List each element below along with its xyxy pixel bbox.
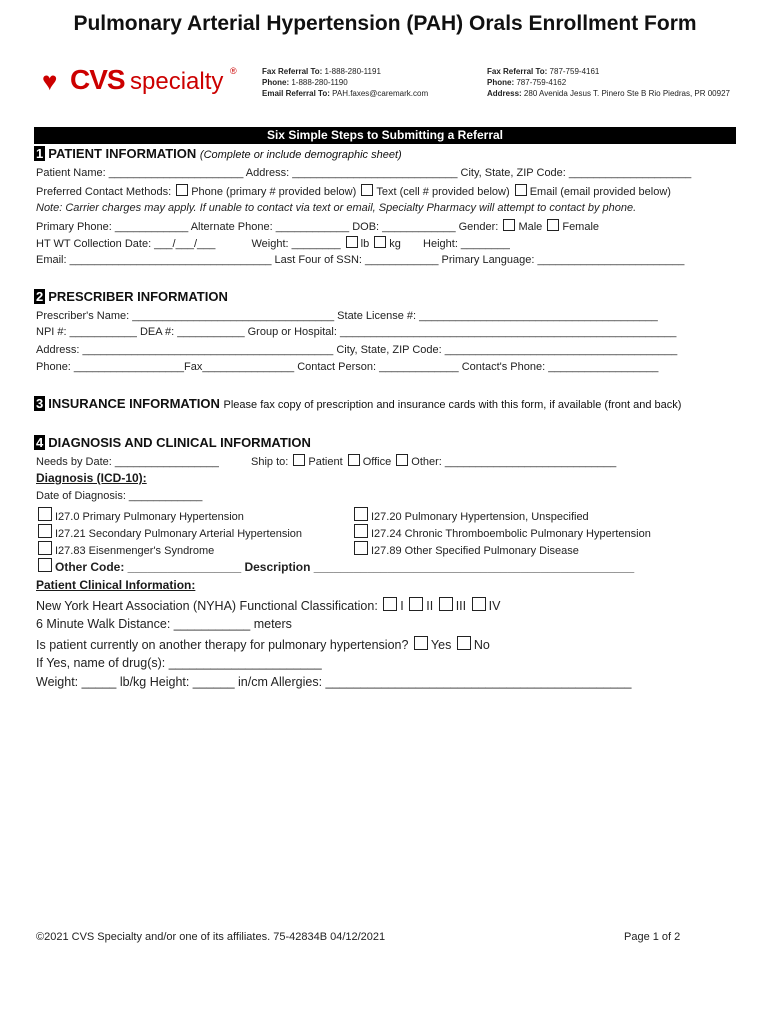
prescriber-phone-row[interactable]: Phone: __________________Fax_______________ Contact Person: _____________ Contact's Phone: __________________ (36, 361, 659, 373)
section-title: DIAGNOSIS AND CLINICAL INFORMATION (48, 435, 311, 450)
section-number: 3 (36, 396, 44, 411)
email-ssn-language-row[interactable]: Email: _________________________________ Last Four of SSN: ____________ Primary Language: ________________________ (36, 254, 685, 266)
icd-code-right-2 (352, 541, 579, 557)
nyha-label: New York Heart Association (NYHA) Functional Classification: (36, 599, 378, 613)
nyha-ii-checkbox[interactable] (409, 597, 423, 611)
ship-to-label: Ship to: (251, 456, 289, 468)
icd-checkbox[interactable] (354, 524, 368, 538)
preferred-contact-row (36, 184, 671, 198)
email-value: PAH.faxes@caremark.com (332, 89, 429, 98)
patient-name-address-row[interactable]: Patient Name: ______________________ Address: ___________________________ City, State, ZIP Code: ____________________ (36, 167, 692, 179)
address-label: Address: (487, 89, 522, 98)
logo-brand: CVS (70, 64, 125, 95)
other-code-field[interactable]: Other Code: _________________ Description ________________________________________________ (55, 560, 635, 574)
diagnosis-heading: Diagnosis (ICD-10): (36, 471, 147, 485)
form-title: Pulmonary Arterial Hypertension (PAH) Orals Enrollment Form (73, 12, 697, 35)
other-therapy-row (36, 636, 490, 652)
section-number: 2 (36, 289, 44, 304)
section-3-heading (34, 396, 681, 411)
kg-label: kg (389, 238, 401, 250)
text-checkbox[interactable] (361, 184, 373, 196)
date-of-diagnosis-field[interactable]: Date of Diagnosis: ____________ (36, 490, 203, 502)
address-value: 280 Avenida Jesus T. Pinero Ste B Rio Piedras, PR 00927 (523, 89, 730, 98)
other-code-checkbox[interactable] (38, 558, 52, 572)
prescriber-address-row[interactable]: Address: _________________________________________ City, State, ZIP Code: ______________________________________ (36, 344, 678, 356)
logo-sub: specialty (130, 68, 224, 95)
fax-value: 1-888-280-1191 (324, 67, 381, 76)
icd-checkbox[interactable] (354, 541, 368, 555)
npi-dea-row[interactable]: NPI #: ___________ DEA #: ___________ Group or Hospital: _______________________________________________________ (36, 326, 677, 338)
icd-code-right-1 (352, 524, 651, 540)
lb-checkbox[interactable] (346, 236, 358, 248)
cvs-specialty-logo (42, 64, 242, 104)
icd-checkbox[interactable] (38, 507, 52, 521)
preferred-contact-label: Preferred Contact Methods: (36, 186, 172, 198)
icd-label: I27.89 Other Specified Pulmonary Disease (371, 545, 579, 557)
contact-block-left (262, 66, 428, 99)
ship-patient-label: Patient (308, 456, 343, 468)
male-label: Male (518, 221, 543, 233)
phone-dob-fields[interactable]: Primary Phone: ____________ Alternate Phone: ____________ DOB: ____________ Gender: (36, 221, 499, 233)
section-number: 4 (36, 435, 44, 450)
ship-patient-checkbox[interactable] (293, 454, 305, 466)
nyha-row (36, 597, 500, 613)
phone-checkbox[interactable] (176, 184, 188, 196)
section-title: PRESCRIBER INFORMATION (48, 289, 228, 304)
ship-office-label: Office (362, 456, 392, 468)
icd-label: I27.83 Eisenmenger's Syndrome (55, 545, 215, 557)
male-checkbox[interactable] (503, 219, 515, 231)
kg-checkbox[interactable] (374, 236, 386, 248)
fax-label: Fax Referral To: (487, 67, 548, 76)
prescriber-name-row[interactable]: Prescriber's Name: _________________________________ State License #: _______________________________________ (36, 310, 658, 322)
nyha-i-checkbox[interactable] (383, 597, 397, 611)
section-note: (Complete or include demographic sheet) (199, 149, 402, 161)
icd-code-left-0 (36, 507, 244, 523)
text-option-label: Text (cell # provided below) (376, 186, 510, 198)
phone-label: Phone: (487, 78, 515, 87)
yes-checkbox[interactable] (414, 636, 428, 650)
nyha-iv-label: IV (488, 599, 501, 613)
drug-names-field[interactable]: If Yes, name of drug(s): ______________________ (36, 656, 322, 670)
phone-value: 1-888-280-1190 (291, 78, 348, 87)
logo-registered: ® (230, 66, 237, 76)
icd-checkbox[interactable] (354, 507, 368, 521)
ht-wt-row (36, 236, 510, 250)
section-1-heading (34, 146, 402, 161)
section-number: 1 (36, 146, 44, 161)
female-checkbox[interactable] (547, 219, 559, 231)
nyha-iv-checkbox[interactable] (472, 597, 486, 611)
page-number: Page 1 of 2 (624, 931, 681, 943)
female-label: Female (562, 221, 600, 233)
other-therapy-label: Is patient currently on another therapy for pulmonary hypertension? (36, 638, 409, 652)
insurance-note: Please fax copy of prescription and insurance cards with this form, if available (front and back) (223, 399, 682, 411)
icd-code-right-0 (352, 507, 589, 523)
ship-office-checkbox[interactable] (348, 454, 360, 466)
section-2-heading (34, 289, 228, 304)
icd-checkbox[interactable] (38, 524, 52, 538)
email-option-label: Email (email provided below) (529, 186, 671, 198)
carrier-note: Note: Carrier charges may apply. If unable to contact via text or email, Specialty Pharmacy will attempt to contact by phone. (36, 202, 637, 214)
phone-option-label: Phone (primary # provided below) (191, 186, 357, 198)
nyha-iii-label: III (455, 599, 467, 613)
icd-label: I27.20 Pulmonary Hypertension, Unspecified (371, 511, 589, 523)
clinical-heading: Patient Clinical Information: (36, 578, 196, 592)
no-checkbox[interactable] (457, 636, 471, 650)
email-label: Email Referral To: (262, 89, 330, 98)
icd-code-left-2 (36, 541, 214, 557)
phone-dob-gender-row (36, 219, 599, 233)
fax-label: Fax Referral To: (262, 67, 323, 76)
ship-other-checkbox[interactable] (396, 454, 408, 466)
phone-value: 787-759-4162 (516, 78, 567, 87)
icd-label: I27.21 Secondary Pulmonary Arterial Hypertension (55, 528, 303, 540)
needs-by-field[interactable]: Needs by Date: _________________ (36, 456, 219, 468)
fax-value: 787-759-4161 (549, 67, 600, 76)
nyha-i-label: I (400, 599, 404, 613)
icd-label: I27.24 Chronic Thromboembolic Pulmonary Hypertension (371, 528, 651, 540)
needs-by-row (36, 454, 616, 468)
icd-code-left-1 (36, 524, 302, 540)
heart-icon: ♥ (42, 66, 58, 96)
icd-label: I27.0 Primary Pulmonary Hypertension (55, 511, 244, 523)
copyright: ©2021 CVS Specialty and/or one of its affiliates. 75-42834B 04/12/2021 (36, 931, 386, 943)
section-4-heading (34, 435, 311, 450)
walk-distance-field[interactable]: 6 Minute Walk Distance: ___________ meters (36, 617, 292, 631)
lb-label: lb (360, 238, 370, 250)
collection-date-field[interactable]: HT WT Collection Date: ___/___/___ (36, 238, 216, 250)
contact-block-right (487, 66, 730, 99)
ship-other-field[interactable]: Other: ____________________________ (411, 456, 617, 468)
weight-field[interactable]: Weight: ________ (251, 238, 341, 250)
weight-height-allergies-row[interactable]: Weight: _____ lb/kg Height: ______ in/cm Allergies: ____________________________________________ (36, 675, 632, 689)
nyha-ii-label: II (426, 599, 434, 613)
section-title: INSURANCE INFORMATION (48, 396, 220, 411)
no-label: No (473, 638, 490, 652)
icd-checkbox[interactable] (38, 541, 52, 555)
section-title: PATIENT INFORMATION (48, 146, 197, 161)
height-field[interactable]: Height: ________ (423, 238, 510, 250)
other-code-row (36, 558, 634, 574)
email-checkbox[interactable] (515, 184, 527, 196)
steps-banner: Six Simple Steps to Submitting a Referral (34, 127, 736, 144)
nyha-iii-checkbox[interactable] (439, 597, 453, 611)
yes-label: Yes (430, 638, 452, 652)
phone-label: Phone: (262, 78, 290, 87)
